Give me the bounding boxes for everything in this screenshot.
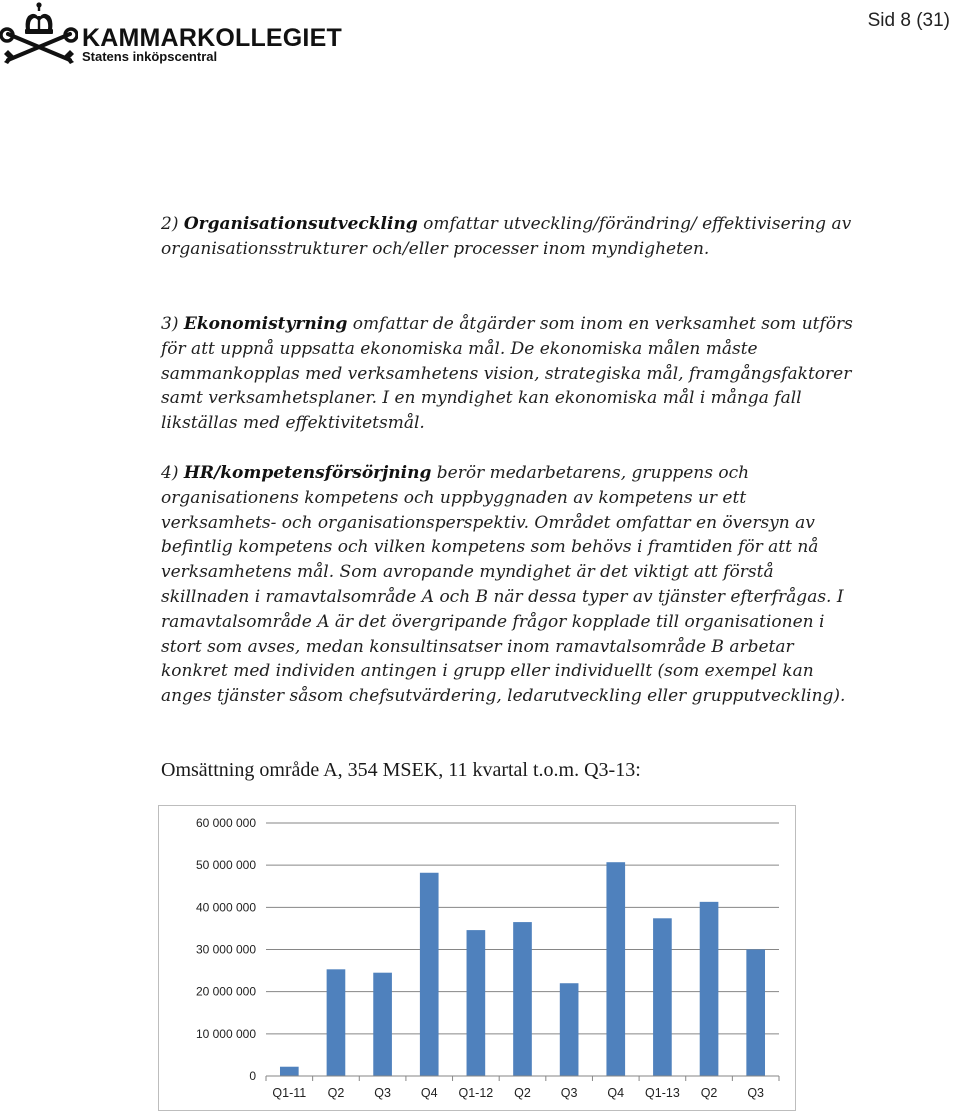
bar	[467, 930, 486, 1076]
section-term: Ekonomistyrning	[183, 314, 348, 334]
section-text: omfattar de åtgärder som inom en verksamhet som utförs för att uppnå uppsatta ekonomiska mål. De ekonomiska målen måste sammankopplas med verksamhetens vision, strategiska mål, framgångsfaktorer samt verksamhetsplaner. I en myndighet kan ekonomiska mål i många fall likställas med effektivitetsmål.	[161, 314, 853, 434]
section-prefix: 3)	[161, 314, 184, 334]
section-hr-kompetensforsorjning	[161, 461, 861, 709]
x-tick-label: Q1-13	[645, 1086, 680, 1100]
bar	[280, 1067, 299, 1076]
x-tick-label: Q1-12	[458, 1086, 494, 1100]
bar	[653, 918, 672, 1076]
section-prefix: 2)	[161, 214, 184, 234]
logo	[0, 0, 342, 70]
y-tick-label: 20 000 000	[195, 984, 256, 999]
chart-caption: Omsättning område A, 354 MSEK, 11 kvartal t.o.m. Q3-13:	[161, 759, 641, 781]
bar	[420, 873, 439, 1076]
bar-chart	[158, 805, 796, 1111]
org-subtitle: Statens inköpscentral	[82, 49, 218, 64]
section-text: omfattar utveckling/förändring/ effektivisering av organisationsstrukturer och/eller processer inom myndigheten.	[161, 214, 852, 259]
x-tick-label: Q1-11	[272, 1086, 307, 1100]
x-tick-label: Q2	[327, 1086, 345, 1100]
crown-and-crossed-keys-logo	[0, 0, 78, 66]
y-tick-label: 40 000 000	[195, 900, 256, 915]
section-text: berör medarbetarens, gruppens och organisationens kompetens och uppbyggnaden av kompetens ur ett verksamhets- och organisationsperspektiv. Området omfattar en översyn av befintlig kompetens och vilken kompetens som behövs i framtiden för att nå verksamhetens mål. Som avropande myndighet är det viktigt att förstå skillnaden i ramavtalsområde A och B när dessa typer av tjänster efterfrågas. I ramavtalsområde A är det övergripande frågor kopplade till organisationen i stort som avses, medan konsultinsatser inom ramavtalsområde B arbetar konkret med individen antingen i grupp eller individuellt (som exempel kan anges tjänster såsom chefsutvärdering, ledarutveckling eller grupputveckling).	[161, 463, 846, 707]
page-number: Sid 8 (31)	[867, 10, 950, 31]
x-tick-label: Q4	[607, 1086, 625, 1100]
bar	[327, 969, 346, 1076]
x-tick-label: Q4	[420, 1086, 438, 1100]
section-term: Organisationsutveckling	[183, 214, 418, 234]
bar	[746, 950, 765, 1077]
x-tick-label: Q2	[700, 1086, 718, 1100]
bar	[373, 973, 392, 1076]
y-tick-label: 30 000 000	[195, 942, 256, 957]
y-tick-label: 0	[249, 1069, 256, 1083]
bar-chart-svg	[159, 806, 795, 1110]
section-term: HR/kompetensförsörjning	[183, 463, 432, 483]
section-prefix: 4)	[161, 463, 184, 483]
x-tick-label: Q3	[747, 1086, 765, 1100]
bar	[606, 862, 625, 1076]
section-ekonomistyrning	[161, 312, 861, 436]
x-tick-label: Q2	[514, 1086, 531, 1100]
y-tick-label: 50 000 000	[195, 858, 256, 873]
bar	[700, 902, 719, 1076]
y-tick-label: 10 000 000	[195, 1026, 256, 1041]
section-organisationsutveckling	[161, 212, 861, 262]
bar	[513, 922, 532, 1076]
x-tick-label: Q3	[560, 1086, 578, 1100]
bar	[560, 983, 579, 1076]
x-tick-label: Q3	[374, 1086, 391, 1100]
y-tick-label: 60 000 000	[195, 816, 256, 830]
org-name: KAMMARKOLLEGIET	[82, 24, 342, 52]
